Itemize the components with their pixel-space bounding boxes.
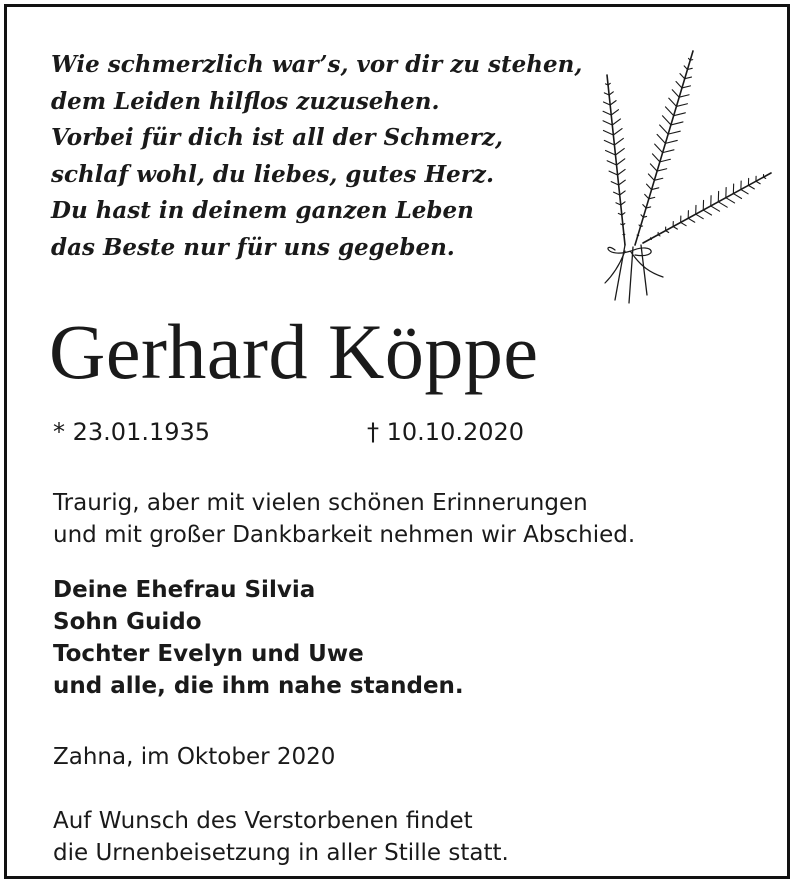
notice-line: die Urnenbeisetzung in aller Stille statt. [53, 840, 509, 866]
poem-line: das Beste nur für uns gegeben. [51, 233, 455, 261]
place-date: Zahna, im Oktober 2020 [53, 744, 336, 770]
farewell-text [53, 487, 635, 551]
poem-line: dem Leiden hilflos zuzusehen. [51, 87, 440, 115]
fern-bouquet-icon [585, 45, 775, 307]
burial-notice [53, 805, 509, 869]
family-line: Sohn Guido [53, 609, 202, 635]
obituary-frame [4, 4, 790, 879]
poem [51, 47, 582, 266]
poem-line: Vorbei für dich ist all der Schmerz, [51, 124, 503, 151]
poem-line: schlaf wohl, du liebes, gutes Herz. [51, 160, 494, 188]
family-line: Tochter Evelyn und Uwe [53, 641, 364, 667]
death-date: † 10.10.2020 [367, 418, 525, 446]
family-line: Deine Ehefrau Silvia [53, 577, 316, 603]
farewell-line: Traurig, aber mit vielen schönen Erinnerungen [53, 490, 588, 516]
farewell-line: und mit großer Dankbarkeit nehmen wir Abschied. [53, 522, 636, 548]
birth-date: * 23.01.1935 [53, 418, 211, 446]
poem-line: Wie schmerzlich war’s, vor dir zu stehen, [51, 51, 583, 78]
notice-line: Auf Wunsch des Verstorbenen findet [53, 808, 473, 834]
poem-line: Du hast in deinem ganzen Leben [51, 197, 474, 224]
family-line: und alle, die ihm nahe standen. [53, 673, 464, 699]
family-signatures [53, 574, 464, 702]
deceased-name: Gerhard Köppe [49, 308, 539, 395]
